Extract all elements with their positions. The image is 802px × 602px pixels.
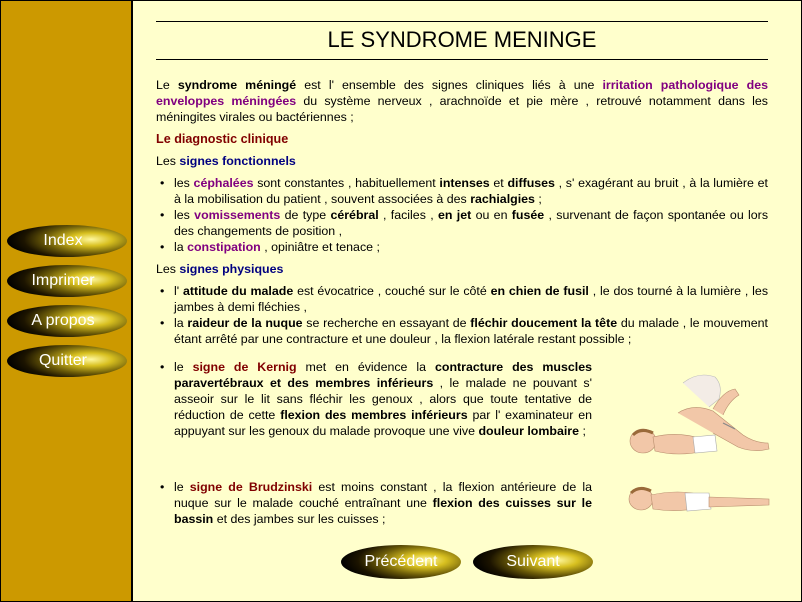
- intro-text: Le: [156, 78, 178, 92]
- subheading-label: signes physiques: [179, 262, 284, 276]
- list-item: • le signe de Brudzinski est moins constant , la flexion antérieure de la nuque sur le malade couché entraînant une flexion des cuisses sur le bassin et des jambes sur les cuisses ;: [156, 479, 592, 527]
- list-item: • le signe de Kernig met en évidence la contracture des muscles paravertébraux et des membres inférieurs , le malade ne pouvant s' asseoir sur le lit sans fléchir les genoux , alors que toute tentative de réduction de cette flexion des membres inférieurs par l' examinateur en appuyant sur les genoux du malade provoque une vive douleur lombaire ;: [156, 359, 592, 439]
- list-item: • l' attitude du malade est évocatrice , couché sur le côté en chien de fusil , le dos tourné à la lumière , les jambes à demi fléchies ,: [156, 283, 768, 315]
- next-label: Suivant: [506, 553, 560, 570]
- quit-button[interactable]: [7, 345, 127, 377]
- intro-paragraph: [156, 77, 768, 125]
- kernig-item: [156, 359, 592, 439]
- intro-text: du système nerveux , arachnoïde et pie mère , retrouvé notamment dans les méningites virales ou bactériennes ;: [156, 94, 768, 124]
- intro-term: syndrome méningé: [177, 78, 297, 92]
- previous-label: Précédent: [364, 553, 438, 570]
- subheading-lead: Les: [156, 154, 180, 168]
- print-button[interactable]: [7, 265, 127, 297]
- title-bottom-rule: [156, 59, 768, 60]
- page-title: LE SYNDROME MENINGE: [327, 27, 597, 52]
- brudzinski-illustration-image: [623, 479, 773, 519]
- subheading-lead: Les: [156, 262, 180, 276]
- fonctionnels-list: [156, 175, 768, 255]
- index-label: Index: [43, 232, 83, 249]
- list-item: • la raideur de la nuque se recherche en essayant de fléchir doucement la tête du malade , le mouvement étant arrêté par une contracture et une douleur , la flexion latérale restant possible ;: [156, 315, 768, 347]
- list-item: • les vomissements de type cérébral , faciles , en jet ou en fusée , survenant de façon spontanée ou lors des changements de position ,: [156, 207, 768, 239]
- sidebar: [1, 1, 133, 601]
- subheading-fonctionnels: [156, 153, 768, 169]
- index-button[interactable]: [7, 225, 127, 257]
- subheading-physiques: [156, 261, 768, 277]
- print-label: Imprimer: [31, 272, 95, 289]
- intro-highlight: irritation pathologique des enveloppes méningées: [156, 78, 769, 108]
- physiques-list: [156, 283, 768, 347]
- next-button[interactable]: [473, 545, 593, 579]
- previous-button[interactable]: [341, 545, 461, 579]
- list-item: • la constipation , opiniâtre et tenace ;: [156, 239, 768, 255]
- list-item: • les céphalées sont constantes , habituellement intenses et diffuses , s' exagérant au bruit , à la lumière et à la mobilisation du patient , souvent associées à des rachialgies ;: [156, 175, 768, 207]
- title-top-rule: [156, 21, 768, 22]
- about-label: A propos: [31, 312, 95, 329]
- main-content: [156, 77, 768, 347]
- about-button[interactable]: [7, 305, 127, 337]
- subheading-label: signes fonctionnels: [179, 154, 296, 168]
- kernig-illustration-image: [623, 363, 773, 463]
- intro-text: est l' ensemble des signes cliniques liés à une: [296, 78, 603, 92]
- section-heading-diagnostic: Le diagnostic clinique: [156, 132, 289, 146]
- brudzinski-item: [156, 479, 592, 527]
- quit-label: Quitter: [38, 352, 87, 369]
